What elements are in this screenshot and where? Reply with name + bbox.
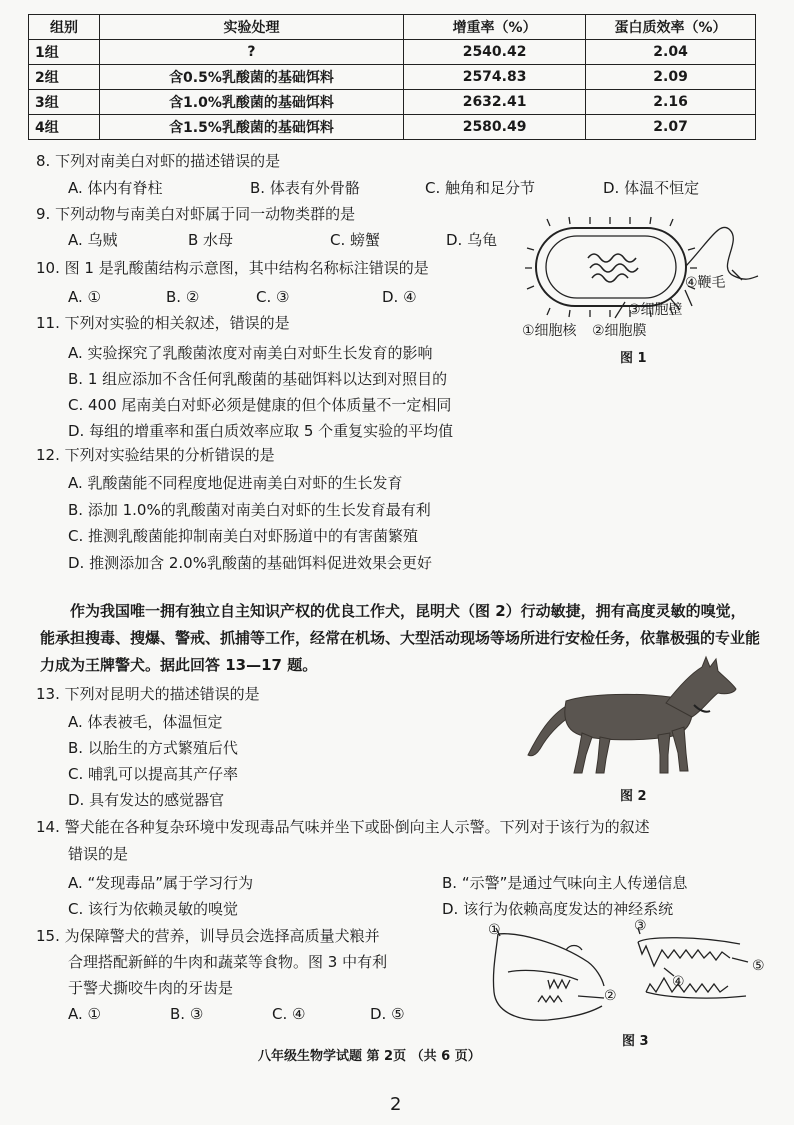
- q14-option-d: D. 该行为依赖高度发达的神经系统: [442, 900, 674, 918]
- figure-2-dog: [520, 655, 740, 780]
- figure-3-teeth: [478, 922, 778, 1032]
- q10-option-d: D. ④: [382, 288, 417, 306]
- table-cell: 2580.49: [404, 115, 586, 140]
- figure-3-label-4: ④: [672, 974, 685, 990]
- table-cell: 2.09: [586, 65, 756, 90]
- figure-1-caption: 图 1: [620, 351, 647, 366]
- q9-option-c: C. 螃蟹: [330, 231, 381, 249]
- figure-3-label-2: ②: [604, 988, 617, 1004]
- q12-option-a: A. 乳酸菌能不同程度地促进南美白对虾的生长发育: [68, 474, 403, 492]
- q11-option-d: D. 每组的增重率和蛋白质效率应取 5 个重复实验的平均值: [68, 422, 454, 440]
- table-cell: 含0.5%乳酸菌的基础饵料: [99, 65, 403, 90]
- q14-option-a: A. “发现毒品”属于学习行为: [68, 874, 254, 892]
- table-cell: 2574.83: [404, 65, 586, 90]
- table-cell: 2.16: [586, 90, 756, 115]
- question-15-stem-cont-2: 于警犬撕咬牛肉的牙齿是: [68, 979, 234, 997]
- q12-option-b: B. 添加 1.0%的乳酸菌对南美白对虾的生长发育最有利: [68, 501, 431, 519]
- header-cell: 蛋白质效率（%）: [586, 15, 756, 40]
- q8-option-c: C. 触角和足分节: [425, 179, 536, 197]
- q12-option-d: D. 推测添加含 2.0%乳酸菌的基础饵料促进效果会更好: [68, 554, 432, 572]
- q9-option-d: D. 乌龟: [446, 231, 498, 249]
- reading-passage: 作为我国唯一拥有独立自主知识产权的优良工作犬，昆明犬（图 2）行动敏捷，拥有高度灵敏的嗅觉，能承担搜毒、搜爆、警戒、抓捕等工作，经常在机场、大型活动现场等场所进行安检任务，依靠极强的专业能力成为王牌警犬。据此回答 13—17 题。: [40, 602, 761, 674]
- q9-option-b: B 水母: [188, 231, 234, 249]
- figure-1-label-membrane: ②细胞膜: [592, 323, 647, 339]
- page-footer: 八年级生物学试题 第 2页 （共 6 页）: [258, 1049, 481, 1064]
- table-cell: 2.07: [586, 115, 756, 140]
- table-row: [29, 90, 756, 115]
- q15-option-a: A. ①: [68, 1005, 101, 1023]
- figure-2-caption: 图 2: [620, 789, 647, 804]
- table-cell: 4组: [29, 115, 100, 140]
- question-9-stem: 9. 下列动物与南美白对虾属于同一动物类群的是: [36, 205, 356, 223]
- page-number: 2: [390, 1094, 402, 1115]
- q10-option-a: A. ①: [68, 288, 101, 306]
- q9-option-a: A. 乌贼: [68, 231, 118, 249]
- question-11-stem: 11. 下列对实验的相关叙述，错误的是: [36, 314, 290, 332]
- table-row: [29, 40, 756, 65]
- figure-3-label-1: ①: [488, 922, 501, 938]
- header-cell: 实验处理: [99, 15, 403, 40]
- table-row: [29, 115, 756, 140]
- q10-option-b: B. ②: [166, 288, 200, 306]
- q8-option-d: D. 体温不恒定: [603, 179, 700, 197]
- q15-option-d: D. ⑤: [370, 1005, 405, 1023]
- question-15-stem-cont-1: 合理搭配新鲜的牛肉和蔬菜等食物。图 3 中有利: [68, 953, 388, 971]
- q13-option-c: C. 哺乳可以提高其产仔率: [68, 765, 239, 783]
- question-14-stem: 14. 警犬能在各种复杂环境中发现毒品气味并坐下或卧倒向主人示警。下列对于该行为的叙述: [36, 818, 650, 836]
- table-cell: 1组: [29, 40, 100, 65]
- table-cell: 2632.41: [404, 90, 586, 115]
- q11-option-b: B. 1 组应添加不含任何乳酸菌的基础饵料以达到对照目的: [68, 370, 448, 388]
- q14-option-b: B. “示警”是通过气味向主人传递信息: [442, 874, 688, 892]
- table-row: [29, 65, 756, 90]
- table-cell: ?: [99, 40, 403, 65]
- question-15-stem: 15. 为保障警犬的营养，训导员会选择高质量犬粮并: [36, 927, 380, 945]
- figure-3-caption: 图 3: [622, 1034, 649, 1049]
- q15-option-b: B. ③: [170, 1005, 204, 1023]
- q13-option-b: B. 以胎生的方式繁殖后代: [68, 739, 238, 757]
- header-cell: 组别: [29, 15, 100, 40]
- q14-option-c: C. 该行为依赖灵敏的嗅觉: [68, 900, 239, 918]
- question-10-stem: 10. 图 1 是乳酸菌结构示意图，其中结构名称标注错误的是: [36, 259, 429, 277]
- table-header-row: [29, 15, 756, 40]
- q10-option-c: C. ③: [256, 288, 290, 306]
- question-12-stem: 12. 下列对实验结果的分析错误的是: [36, 446, 275, 464]
- experiment-table: [28, 14, 756, 140]
- q15-option-c: C. ④: [272, 1005, 306, 1023]
- table-cell: 含1.5%乳酸菌的基础饵料: [99, 115, 403, 140]
- figure-1-label-flagellum: ④鞭毛: [685, 275, 726, 291]
- figure-3-label-5: ⑤: [752, 958, 765, 974]
- table-cell: 2.04: [586, 40, 756, 65]
- table-cell: 3组: [29, 90, 100, 115]
- q8-option-b: B. 体表有外骨骼: [250, 179, 360, 197]
- table-cell: 2540.42: [404, 40, 586, 65]
- question-14-stem-cont: 错误的是: [68, 845, 129, 863]
- figure-1-label-cell-wall: ③细胞壁: [628, 302, 683, 318]
- header-cell: 增重率（%）: [404, 15, 586, 40]
- table-cell: 含1.0%乳酸菌的基础饵料: [99, 90, 403, 115]
- q11-option-c: C. 400 尾南美白对虾必须是健康的但个体质量不一定相同: [68, 396, 452, 414]
- question-8-stem: 8. 下列对南美白对虾的描述错误的是: [36, 152, 281, 170]
- q11-option-a: A. 实验探究了乳酸菌浓度对南美白对虾生长发育的影响: [68, 344, 433, 362]
- figure-3-label-3: ③: [634, 918, 647, 934]
- q13-option-d: D. 具有发达的感觉器官: [68, 791, 225, 809]
- question-13-stem: 13. 下列对昆明犬的描述错误的是: [36, 685, 260, 703]
- figure-1-label-nucleus: ①细胞核: [522, 323, 577, 339]
- table-cell: 2组: [29, 65, 100, 90]
- q8-option-a: A. 体内有脊柱: [68, 179, 163, 197]
- q13-option-a: A. 体表被毛，体温恒定: [68, 713, 223, 731]
- q12-option-c: C. 推测乳酸菌能抑制南美白对虾肠道中的有害菌繁殖: [68, 527, 419, 545]
